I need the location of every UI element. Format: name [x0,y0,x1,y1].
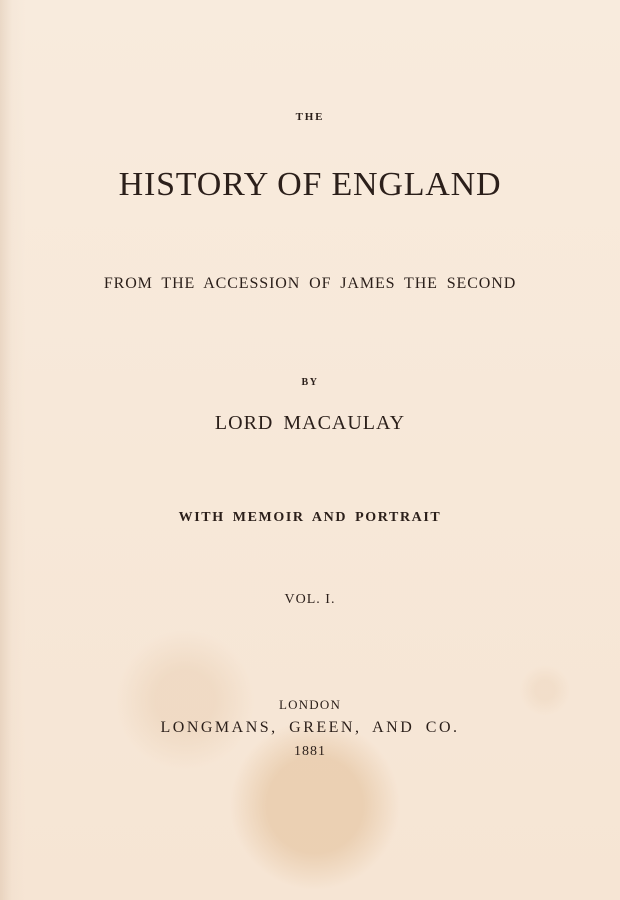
by-line: BY [301,377,319,388]
publication-year: 1881 [294,744,326,759]
volume-number: VOL. I. [284,592,336,607]
author-name: LORD MACAULAY [214,412,406,434]
publisher-name: LONGMANS, GREEN, AND CO. [160,719,460,736]
publication-city: LONDON [278,697,342,712]
edition-note: WITH MEMOIR AND PORTRAIT [178,510,442,525]
leading-word: THE [295,111,325,123]
book-title: HISTORY OF ENGLAND [118,166,502,203]
book-subtitle: FROM THE ACCESSION OF JAMES THE SECOND [103,275,517,292]
